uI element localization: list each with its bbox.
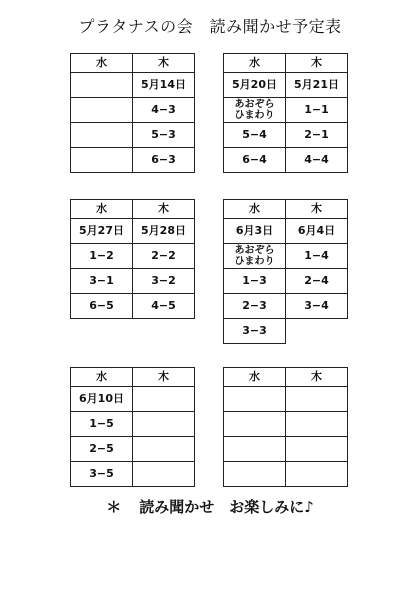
schedule-table bbox=[70, 367, 195, 487]
table-row bbox=[71, 269, 195, 294]
table-cell: 2−4 bbox=[286, 269, 348, 294]
table-cell: 2−5 bbox=[71, 437, 133, 462]
table-cell bbox=[286, 437, 348, 462]
table-cell bbox=[133, 412, 195, 437]
table-cell: 5月20日 bbox=[224, 73, 286, 98]
table-cell: 1−4 bbox=[286, 244, 348, 269]
table-cell: 2−3 bbox=[224, 294, 286, 319]
schedule-table bbox=[70, 53, 195, 173]
table-cell: 1−1 bbox=[286, 98, 348, 123]
table-header-row bbox=[71, 200, 195, 219]
header-wednesday: 水 bbox=[224, 368, 286, 387]
asterisk-mark: ＊ bbox=[106, 498, 122, 516]
table-cell: 5月28日 bbox=[133, 219, 195, 244]
table-header-row bbox=[71, 368, 195, 387]
table-row bbox=[224, 387, 348, 412]
table-cell: 6−3 bbox=[133, 148, 195, 173]
table-cell: 4−4 bbox=[286, 148, 348, 173]
table-row bbox=[224, 437, 348, 462]
table-cell: 6−5 bbox=[71, 294, 133, 319]
table-row bbox=[71, 244, 195, 269]
header-wednesday: 水 bbox=[224, 200, 286, 219]
table-cell bbox=[286, 412, 348, 437]
table-row bbox=[71, 412, 195, 437]
header-wednesday: 水 bbox=[71, 368, 133, 387]
table-row bbox=[224, 412, 348, 437]
table-row bbox=[224, 319, 348, 344]
table-cell bbox=[224, 437, 286, 462]
table-cell: 5−3 bbox=[133, 123, 195, 148]
table-row bbox=[224, 73, 348, 98]
header-thursday: 木 bbox=[286, 200, 348, 219]
schedule-table bbox=[223, 367, 348, 487]
table-row bbox=[224, 462, 348, 487]
table-header-row bbox=[224, 200, 348, 219]
table-cell: 1−5 bbox=[71, 412, 133, 437]
schedule-table bbox=[223, 53, 348, 173]
table-cell: 2−2 bbox=[133, 244, 195, 269]
table-header-row bbox=[224, 54, 348, 73]
table-cell bbox=[71, 148, 133, 173]
table-cell bbox=[286, 319, 348, 344]
schedule-table bbox=[70, 199, 195, 319]
table-cell: 6−4 bbox=[224, 148, 286, 173]
table-row bbox=[71, 73, 195, 98]
table-row bbox=[71, 387, 195, 412]
table-row bbox=[71, 294, 195, 319]
header-wednesday: 水 bbox=[71, 54, 133, 73]
table-cell: あおぞら ひまわり bbox=[224, 98, 286, 123]
table-cell: 5月21日 bbox=[286, 73, 348, 98]
table-cell: 3−4 bbox=[286, 294, 348, 319]
header-thursday: 木 bbox=[286, 368, 348, 387]
header-wednesday: 水 bbox=[224, 54, 286, 73]
table-cell bbox=[133, 462, 195, 487]
table-cell bbox=[133, 437, 195, 462]
table-cell: 6月4日 bbox=[286, 219, 348, 244]
page-title: プラタナスの会 読み聞かせ予定表 bbox=[78, 17, 342, 36]
header-thursday: 木 bbox=[286, 54, 348, 73]
table-row bbox=[71, 437, 195, 462]
table-cell bbox=[133, 387, 195, 412]
table-cell bbox=[286, 387, 348, 412]
table-cell bbox=[224, 462, 286, 487]
schedule-table bbox=[223, 199, 348, 344]
table-row bbox=[71, 98, 195, 123]
header-thursday: 木 bbox=[133, 200, 195, 219]
table-cell: 1−3 bbox=[224, 269, 286, 294]
table-row bbox=[71, 123, 195, 148]
table-cell bbox=[224, 387, 286, 412]
table-row bbox=[71, 219, 195, 244]
table-header-row bbox=[71, 54, 195, 73]
table-row bbox=[224, 294, 348, 319]
table-row bbox=[224, 98, 348, 123]
table-row bbox=[224, 219, 348, 244]
table-row bbox=[224, 123, 348, 148]
footer-text: 読み聞かせ お楽しみに♪ bbox=[139, 498, 314, 516]
table-cell: あおぞら ひまわり bbox=[224, 244, 286, 269]
table-cell: 1−2 bbox=[71, 244, 133, 269]
table-cell: 4−3 bbox=[133, 98, 195, 123]
table-cell: 3−1 bbox=[71, 269, 133, 294]
table-cell bbox=[71, 73, 133, 98]
table-header-row bbox=[224, 368, 348, 387]
header-thursday: 木 bbox=[133, 368, 195, 387]
table-cell bbox=[71, 123, 133, 148]
footer-message bbox=[0, 496, 420, 517]
table-cell: 2−1 bbox=[286, 123, 348, 148]
table-cell: 4−5 bbox=[133, 294, 195, 319]
table-row bbox=[224, 244, 348, 269]
header-wednesday: 水 bbox=[71, 200, 133, 219]
table-cell: 5月27日 bbox=[71, 219, 133, 244]
table-cell: 5月14日 bbox=[133, 73, 195, 98]
table-row bbox=[224, 269, 348, 294]
table-cell bbox=[71, 98, 133, 123]
table-row bbox=[224, 148, 348, 173]
table-row bbox=[71, 148, 195, 173]
table-cell: 3−2 bbox=[133, 269, 195, 294]
table-cell: 3−3 bbox=[224, 319, 286, 344]
table-cell: 6月10日 bbox=[71, 387, 133, 412]
table-cell bbox=[224, 412, 286, 437]
table-cell: 5−4 bbox=[224, 123, 286, 148]
table-cell: 3−5 bbox=[71, 462, 133, 487]
table-cell bbox=[286, 462, 348, 487]
table-cell: 6月3日 bbox=[224, 219, 286, 244]
header-thursday: 木 bbox=[133, 54, 195, 73]
table-row bbox=[71, 462, 195, 487]
